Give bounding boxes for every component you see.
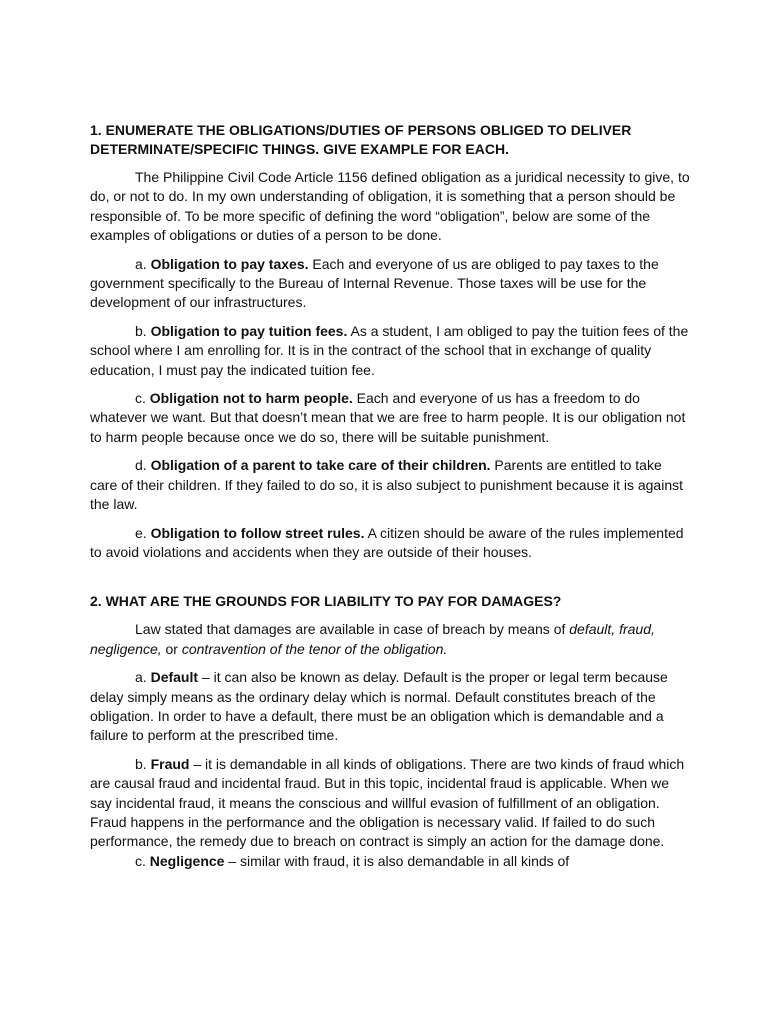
item-letter: c. [135,390,150,407]
item-text: – it is demandable in all kinds of obligations. There are two kinds of fraud which are causal fraud and incidental fraud. But in this topic, incidental fraud is applicable. When we say incidental fraud, it means the conscious and willful evasion of fulfillment of an obligation. Fraud happens in the performance and the obligation is necessary valid. If failed to do such performance, the remedy due to breach on contract is simply an action for the damage done. [90,755,685,850]
item-text: Each and everyone of us has a freedom to do whatever we want. But that doesn’t mean that we are free to harm people. It is our obligation not to harm people because once we do so, there will be suitable punishment. [90,390,686,445]
obligation-item-e [90,524,690,563]
obligation-item-d [90,456,690,514]
section-2-intro [90,620,690,659]
obligation-item-c [90,389,690,447]
item-letter: d. [135,457,151,474]
intro-text-or: or [161,640,182,657]
item-title: Obligation to follow street rules. [150,524,365,541]
ground-item-a [90,668,690,746]
item-text: – it can also be known as delay. Default is the proper or legal term because delay simply means as the ordinary delay which is normal. Default constitutes breach of the obligation. In order to have a default, there must be an obligation which is demandable and a failure to perform at the prescribed time. [90,669,668,744]
item-letter: e. [135,524,151,541]
intro-italic-grounds: default, fraud, negligence, [90,621,655,657]
item-text: – similar with fraud, it is also demandable in all kinds of [224,852,570,869]
section-1-heading: 1. ENUMERATE THE OBLIGATIONS/DUTIES OF PERSONS OBLIGED TO DELIVER DETERMINATE/SPECIFIC THINGS. GIVE EXAMPLE FOR EACH. [90,122,632,157]
item-text: As a student, I am obliged to pay the tuition fees of the school where I am enrolling for. It is in the contract of the school that in exchange of quality education, I must pay the indicated tuition fee. [90,322,689,378]
item-letter: b. [135,755,151,772]
ground-item-c [90,852,690,871]
item-text: Each and everyone of us are obliged to pay taxes to the government specifically to the Bureau of Internal Revenue. Those taxes will be use for the development of our infrastructures. [90,255,659,311]
item-title: Obligation of a parent to take care of their children. [150,457,491,474]
item-letter: a. [135,255,151,272]
item-text: A citizen should be aware of the rules implemented to avoid violations and accidents when they are outside of their houses. [90,524,684,560]
item-letter: b. [135,322,151,339]
item-text: Parents are entitled to take care of their children. If they failed to do so, it is also subject to punishment because it is against the law. [90,457,683,513]
item-letter: c. [135,852,150,869]
section-2-heading: 2. WHAT ARE THE GROUNDS FOR LIABILITY TO PAY FOR DAMAGES? [90,593,562,610]
intro-italic-contravention: contravention of the tenor of the obligation. [181,640,448,657]
ground-item-b [90,755,690,852]
item-title: Negligence [149,852,225,869]
item-title: Obligation to pay tuition fees. [150,322,348,339]
obligation-item-a [90,255,690,313]
item-title: Fraud [150,755,190,772]
item-title: Default [150,669,199,686]
obligation-item-b [90,322,690,380]
item-title: Obligation not to harm people. [149,390,353,407]
document-page [90,121,690,880]
item-title: Obligation to pay taxes. [150,255,309,272]
item-letter: a. [135,669,151,686]
section-1-intro: The Philippine Civil Code Article 1156 defined obligation as a juridical necessity to give, to do, or not to do. In my own understanding of obligation, it is something that a person should be responsible of. To be more specific of defining the word “obligation”, below are some of the examples of obligations or duties of a person to be done. [90,169,690,244]
intro-text: Law stated that damages are available in case of breach by means of [135,621,570,638]
